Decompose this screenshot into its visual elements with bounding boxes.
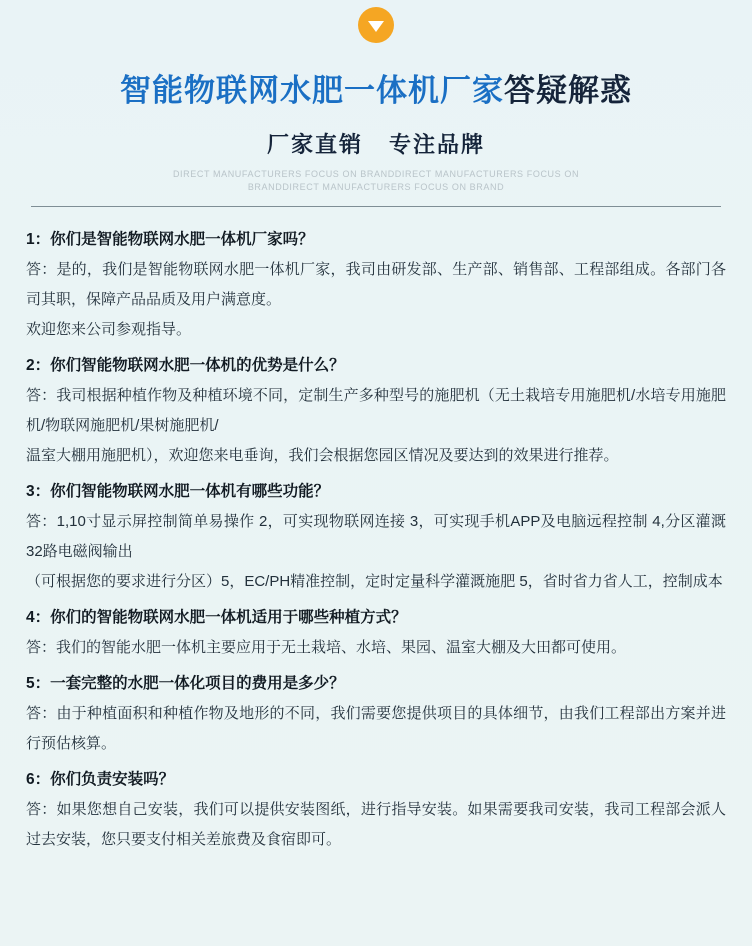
faq-question: 5：一套完整的水肥一体化项目的费用是多少？ <box>26 675 345 692</box>
faq-answer-extra: （可根据您的要求进行分区）5，EC/PH精准控制，定时定量科学灌溉施肥 5，省时省力省人工，控制成本 <box>26 573 723 590</box>
faq-answer: 答：我们的智能水肥一体机主要应用于无土栽培、水培、果园、温室大棚及大田都可使用。 <box>26 639 627 656</box>
badge-container <box>0 0 752 43</box>
faq-answer: 答：如果您想自己安装，我们可以提供安装图纸，进行指导安装。如果需要我司安装，我司工程部会派人过去安装，您只要支付相关差旅费及食宿即可。 <box>26 801 726 848</box>
faq-item <box>26 669 726 759</box>
english-subtitle <box>0 168 752 194</box>
faq-question: 1：你们是智能物联网水肥一体机厂家吗？ <box>26 231 314 248</box>
faq-item <box>26 477 726 597</box>
faq-answer: 答：我司根据种植作物及种植环境不同，定制生产多种型号的施肥机（无土栽培专用施肥机/水培专用施肥机/物联网施肥机/果树施肥机/ <box>26 387 726 434</box>
faq-answer-extra: 温室大棚用施肥机），欢迎您来电垂询，我们会根据您园区情况及要达到的效果进行推荐。 <box>26 447 619 464</box>
triangle-shape <box>368 21 384 32</box>
faq-item <box>26 225 726 345</box>
english-subtitle-line-1: DIRECT MANUFACTURERS FOCUS ON BRANDDIRECT MANUFACTURERS FOCUS ON <box>172 169 580 179</box>
page-title <box>0 65 752 110</box>
faq-answer: 答：1,10寸显示屏控制简单易操作 2，可实现物联网连接 3，可实现手机APP及电脑远程控制 4,分区灌溉32路电磁阀输出 <box>26 513 726 560</box>
faq-item <box>26 603 726 663</box>
subtitle-right: 专注品牌 <box>389 132 486 157</box>
subtitle-left: 厂家直销 <box>266 132 363 157</box>
faq-list <box>0 207 752 855</box>
english-subtitle-line-2: BRANDDIRECT MANUFACTURERS FOCUS ON BRAND <box>247 182 505 192</box>
page-subtitle <box>0 128 752 159</box>
faq-answer: 答：由于种植面积和种植作物及地形的不同，我们需要您提供项目的具体细节，由我们工程部出方案并进行预估核算。 <box>26 705 726 752</box>
faq-item <box>26 765 726 855</box>
down-triangle-icon <box>358 7 394 43</box>
faq-question: 4：你们的智能物联网水肥一体机适用于哪些种植方式？ <box>26 609 407 626</box>
faq-question: 2：你们智能物联网水肥一体机的优势是什么？ <box>26 357 345 374</box>
faq-question: 6：你们负责安装吗？ <box>26 771 175 788</box>
faq-answer-extra: 欢迎您来公司参观指导。 <box>26 321 192 338</box>
faq-answer: 答：是的，我们是智能物联网水肥一体机厂家，我司由研发部、生产部、销售部、工程部组成。各部门各司其职，保障产品品质及用户满意度。 <box>26 261 726 308</box>
faq-question: 3：你们智能物联网水肥一体机有哪些功能？ <box>26 483 330 500</box>
faq-item <box>26 351 726 471</box>
page-title-rest: 答疑解惑 <box>504 73 632 108</box>
page-title-highlight: 智能物联网水肥一体机厂家 <box>120 73 504 108</box>
